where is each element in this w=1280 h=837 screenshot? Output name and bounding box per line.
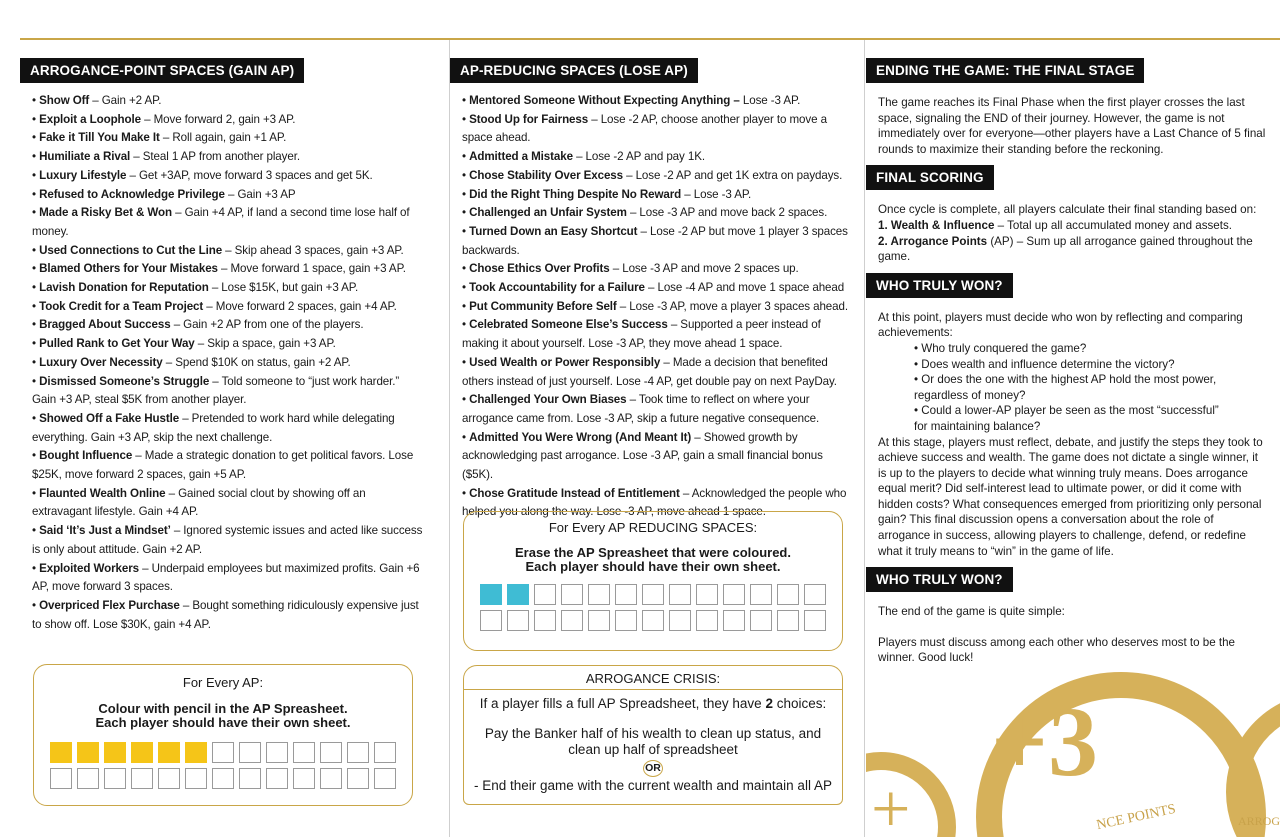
or-circle: OR [643,760,663,777]
spreadsheet-cell [374,742,396,763]
gain-ap-column [20,58,424,634]
spreadsheet-cell [77,768,99,789]
crisis-option-2: - End their game with the current wealth and maintain all AP [474,778,832,793]
scoring-item-2: 2. Arrogance Points (AP) – Sum up all arrogance gained throughout the game. [878,234,1253,264]
list-item: • Pulled Rank to Get Your Way – Skip a space, gain +3 AP. [32,337,336,351]
spreadsheet-cell [77,742,99,763]
ap-spreadsheet-grid [464,584,842,631]
spreadsheet-cell [777,584,799,605]
lose-ap-list [450,92,854,522]
list-item: • Showed Off a Fake Hustle – Pretended to work hard while delegating everything. Gain +3 AP, skip the next challenge. [32,411,395,444]
crisis-option-1: Pay the Banker half of his wealth to clean up status, and clean up half of spreadsheet [484,726,822,757]
spreadsheet-cell [588,610,610,631]
list-item: • Challenged Your Own Biases – Took time to reflect on where your arrogance came from. Lose -3 AP, skip a future negative consequence. [462,393,820,425]
spreadsheet-cell [212,742,234,763]
spreadsheet-cell [104,742,126,763]
list-item: • Flaunted Wealth Online – Gained social clout by showing off an extravagant lifestyle. Gain +4 AP. [32,486,366,519]
list-item: • Dismissed Someone’s Struggle – Told someone to “just work harder.” Gain +3 AP, steal $5K from another player. [32,374,400,407]
spreadsheet-cell [750,584,772,605]
spreadsheet-cell [104,768,126,789]
list-item: • Chose Gratitude Instead of Entitlement – Acknowledged the people who helped you along the way. Lose -3 AP, move ahead 1 space. [462,486,847,519]
ending-column [866,58,1280,666]
end-simple-text: The end of the game is quite simple: [878,605,1065,619]
spreadsheet-cell [561,584,583,605]
list-item: • Took Accountability for a Failure – Lose -4 AP and move 1 space ahead [462,281,845,295]
box-line: Erase the AP Spreasheet that were coloured. [515,545,791,560]
spreadsheet-cell [50,768,72,789]
spreadsheet-cell [534,610,556,631]
box-line: Each player should have their own sheet. [525,559,781,574]
spreadsheet-cell [696,610,718,631]
spreadsheet-cell [239,768,261,789]
list-item: • Took Credit for a Team Project – Move forward 2 spaces, gain +4 AP. [32,299,397,313]
list-item: • Did the Right Thing Despite No Reward – Lose -3 AP. [462,187,752,201]
list-item: • Made a Risky Bet & Won – Gain +4 AP, if land a second time lose half of money. [32,206,410,238]
list-item: • Celebrated Someone Else’s Success – Supported a peer instead of making it about yourself. Lose -3 AP, they move ahead 1 space. [462,318,821,351]
box-title: For Every AP REDUCING SPACES: [548,520,758,535]
question-item: • Does wealth and influence determine the victory? [914,357,1175,371]
list-item: • Blamed Others for Your Mistakes – Move forward 1 space, gain +3 AP. [32,262,406,276]
list-item: • Lavish Donation for Reputation – Lose $15K, but gain +3 AP. [32,281,359,295]
list-item: • Exploit a Loophole – Move forward 2, gain +3 AP. [32,112,296,126]
spreadsheet-cell [158,742,180,763]
question-item: • Who truly conquered the game? [914,341,1087,355]
spreadsheet-cell [374,768,396,789]
spreadsheet-cell [534,584,556,605]
spreadsheet-cell [239,742,261,763]
list-item: • Overpriced Flex Purchase – Bought something ridiculously expensive just to show off. Lose $30K, gain +4 AP. [32,598,419,631]
list-item: • Put Community Before Self – Lose -3 AP, move a player 3 spaces ahead. [462,299,848,313]
spreadsheet-cell [696,584,718,605]
list-item: • Mentored Someone Without Expecting Anything – Lose -3 AP. [462,94,801,107]
spreadsheet-cell [642,584,664,605]
ending-paragraph: The game reaches its Final Phase when the first player crosses the last space, signaling the END of their journey. However, the game is not immediately over for everyone—other players have a Last Chance of 5 final rounds to maximize their standing before the reckoning. [878,96,1266,156]
gain-ap-header: ARROGANCE-POINT SPACES (GAIN AP) [20,58,304,83]
arrogance-crisis-box [463,665,843,805]
list-item: • Chose Stability Over Excess – Lose -2 AP and get 1K extra on paydays. [462,168,843,182]
gain-ap-list [20,92,424,634]
list-item: • Admitted a Mistake – Lose -2 AP and pay 1K. [462,150,705,164]
list-item: • Show Off – Gain +2 AP. [32,94,162,107]
spreadsheet-cell [588,584,610,605]
coin-text: ARROG [1238,814,1280,828]
box-line: Each player should have their own sheet. [95,715,351,730]
crisis-intro: If a player fills a full AP Spreadsheet, they have 2 choices: [479,696,827,711]
discuss-text: Players must discuss among each other who deserves most to be the winner. Good luck! [878,635,1236,665]
box-title: For Every AP: [182,675,264,690]
spreadsheet-cell [50,742,72,763]
spreadsheet-cell [642,610,664,631]
spreadsheet-cell [615,584,637,605]
spreadsheet-cell [480,610,502,631]
reflection-paragraph: At this stage, players must reflect, debate, and justify the steps they took to achieve success and wealth. The game does not dictate a single winner, it is up to the players to decide what winning truly means. Does arrogance equal merit? Did self-interest lead to ultimate power, or did it come with hidden costs? What consequences emerged from prioritizing only personal gain? This final discussion opens a conversation about the role of arrogance in success, allowing players to challenge, defend, or redefine what it truly means to “win” in the game of life. [878,435,1263,558]
spreadsheet-cell [185,742,207,763]
spreadsheet-cell [804,584,826,605]
list-item: • Used Wealth or Power Responsibly – Made a decision that benefited others instead of just yourself. Lose -4 AP, get double pay on next PayDay. [462,355,837,388]
spreadsheet-cell [480,584,502,605]
crisis-title: ARROGANCE CRISIS: [585,671,721,686]
final-scoring-header: FINAL SCORING [866,165,994,190]
spreadsheet-cell [185,768,207,789]
spreadsheet-cell [507,610,529,631]
spreadsheet-cell [669,610,691,631]
list-item: • Luxury Over Necessity – Spend $10K on status, gain +2 AP. [32,355,351,369]
ap-spreadsheet-grid [34,742,412,789]
spreadsheet-cell [293,742,315,763]
coin-plus-three: +3 [991,686,1098,797]
spreadsheet-cell [347,742,369,763]
list-item: • Exploited Workers – Underpaid employees but maximized profits. Gain +6 AP, move forward 3 spaces. [32,561,420,594]
reflection-questions [878,341,1230,435]
scoring-intro: Once cycle is complete, all players calculate their final standing based on: [878,203,1257,217]
question-item: • Or does the one with the highest AP hold the most power, regardless of money? [914,373,1217,402]
box-line: Colour with pencil in the AP Spreasheet. [98,701,348,716]
who-won-header-2: WHO TRULY WON? [866,567,1013,592]
spreadsheet-cell [131,768,153,789]
question-item: • Could a lower-AP player be seen as the most “successful” for maintaining balance? [914,404,1219,433]
spreadsheet-cell [750,610,772,631]
spreadsheet-cell [212,768,234,789]
top-rule [20,38,1280,40]
coin-plus: + [871,771,911,837]
spreadsheet-cell [347,768,369,789]
spreadsheet-cell [266,768,288,789]
spreadsheet-cell [669,584,691,605]
list-item: • Said ‘It’s Just a Mindset’ – Ignored systemic issues and acted like success is only about attitude. Gain +2 AP. [32,524,423,556]
spreadsheet-cell [131,742,153,763]
spreadsheet-cell [266,742,288,763]
list-item: • Stood Up for Fairness – Lose -2 AP, choose another player to move a space ahead. [462,112,827,145]
column-divider [864,40,865,837]
list-item: • Used Connections to Cut the Line – Skip ahead 3 spaces, gain +3 AP. [32,243,404,257]
list-item: • Challenged an Unfair System – Lose -3 AP and move back 2 spaces. [462,206,828,220]
spreadsheet-cell [804,610,826,631]
spreadsheet-cell [293,768,315,789]
spreadsheet-cell [561,610,583,631]
coin-text: NCE POINTS [1095,801,1178,834]
scoring-item-1: 1. Wealth & Influence – Total up all accumulated money and assets. [878,218,1232,232]
list-item: • Luxury Lifestyle – Get +3AP, move forward 3 spaces and get 5K. [32,168,373,182]
ending-header: ENDING THE GAME: THE FINAL STAGE [866,58,1144,83]
coin-decoration [866,672,1280,837]
who-won-header: WHO TRULY WON? [866,273,1013,298]
list-item: • Bragged About Success – Gain +2 AP from one of the players. [32,318,364,332]
lose-ap-column [450,58,854,522]
for-every-ap-box [33,664,413,806]
lose-ap-header: AP-REDUCING SPACES (LOSE AP) [450,58,698,83]
spreadsheet-cell [507,584,529,605]
spreadsheet-cell [777,610,799,631]
who-won-intro: At this point, players must decide who won by reflecting and comparing achievements: [878,310,1243,340]
list-item: • Chose Ethics Over Profits – Lose -3 AP and move 2 spaces up. [462,262,799,276]
spreadsheet-cell [320,768,342,789]
spreadsheet-cell [158,768,180,789]
list-item: • Refused to Acknowledge Privilege – Gain +3 AP [32,187,296,201]
list-item: • Humiliate a Rival – Steal 1 AP from another player. [32,150,300,164]
ap-reducing-box [463,511,843,651]
spreadsheet-cell [320,742,342,763]
spreadsheet-cell [723,584,745,605]
list-item: • Admitted You Were Wrong (And Meant It) – Showed growth by acknowledging past arrogance. Lose -3 AP, gain a small financial bonus ($5K). [462,430,823,482]
list-item: • Turned Down an Easy Shortcut – Lose -2 AP but move 1 player 3 spaces backwards. [462,224,848,257]
list-item: • Bought Influence – Made a strategic donation to get political favors. Lose $25K, move forward 2 spaces, gain +5 AP. [32,449,414,482]
spreadsheet-cell [723,610,745,631]
list-item: • Fake it Till You Make It – Roll again, gain +1 AP. [32,131,287,145]
spreadsheet-cell [615,610,637,631]
